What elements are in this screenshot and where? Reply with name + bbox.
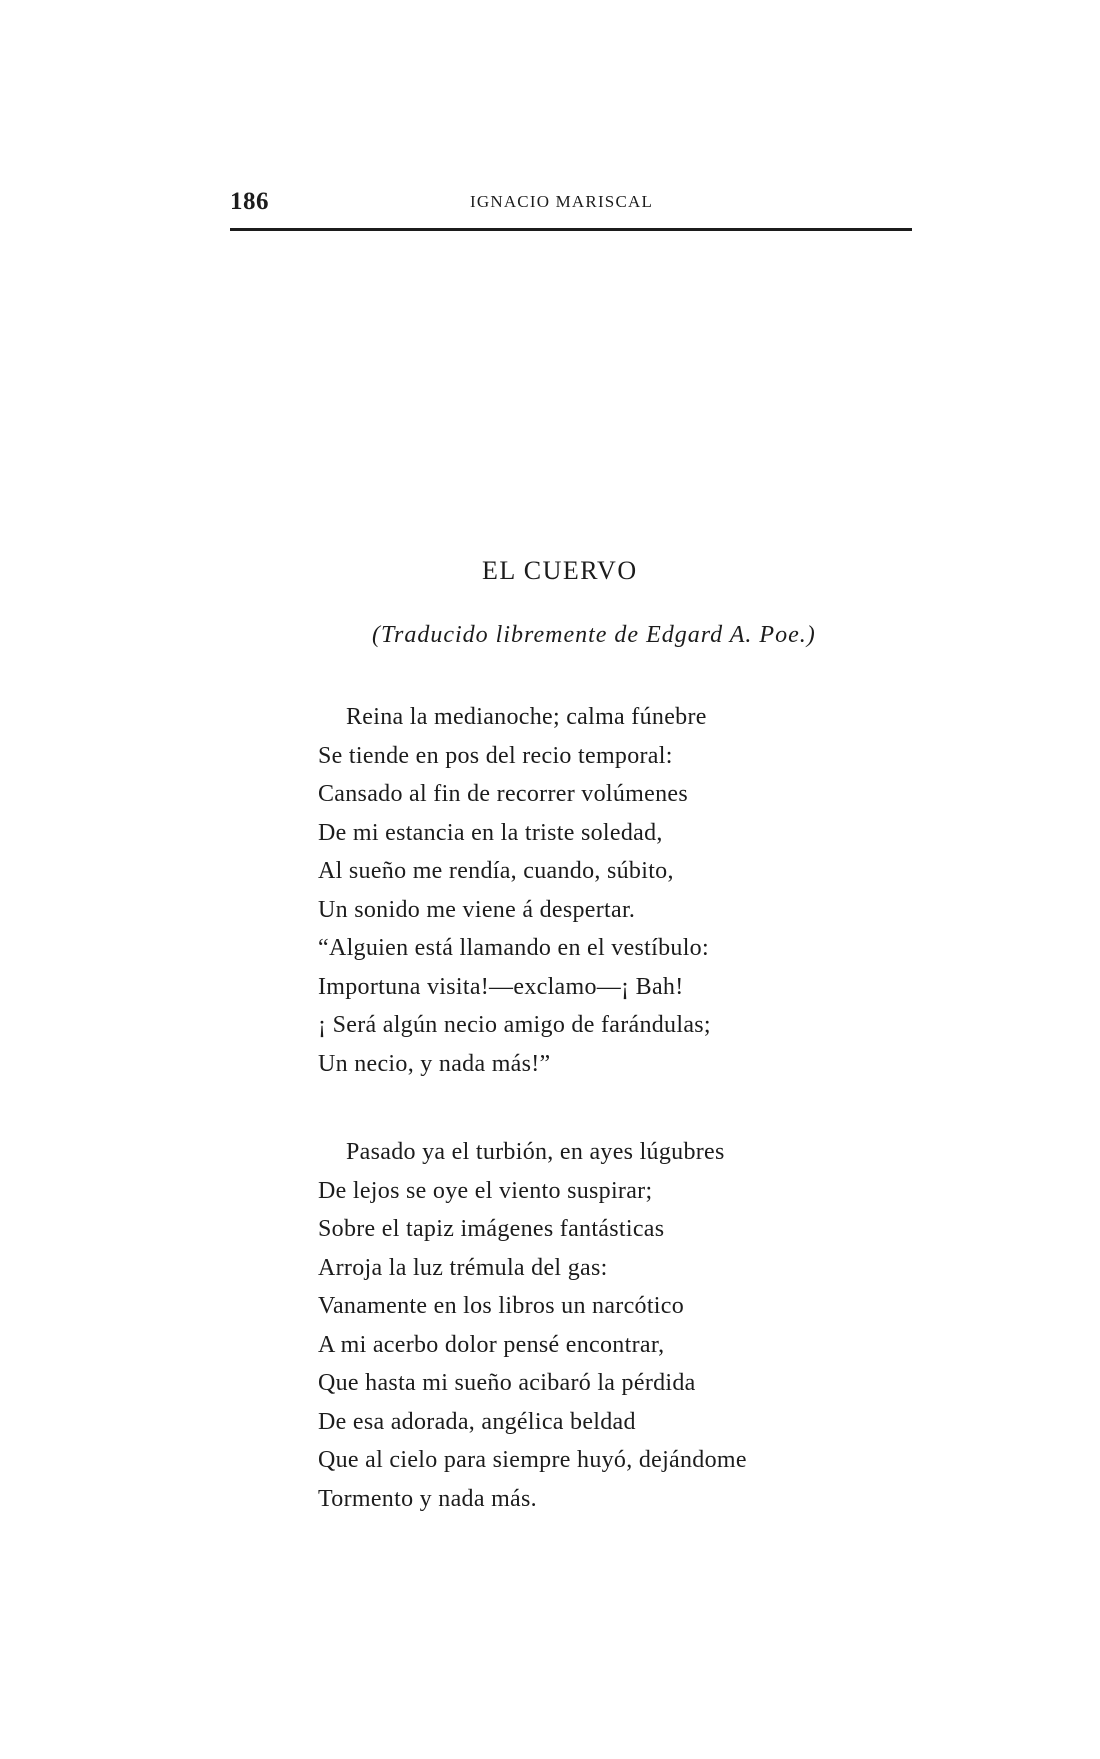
verse-line: Tormento y nada más.	[318, 1485, 537, 1512]
verse-line: Que al cielo para siempre huyó, dejándome	[318, 1447, 747, 1473]
verse-line: Un necio, y nada más!”	[318, 1050, 551, 1077]
verse-line: Que hasta mi sueño acibaró la pérdida	[318, 1370, 696, 1396]
stanza-2	[318, 1133, 747, 1518]
verse-line: Reina la medianoche; calma fúnebre	[346, 704, 707, 730]
page-number: 186	[230, 188, 269, 215]
verse-line: Cansado al fin de recorrer volúmenes	[318, 781, 688, 807]
poem-subtitle: (Traducido libremente de Edgard A. Poe.)	[372, 622, 816, 648]
stanza-1	[318, 698, 711, 1083]
verse-line: ¡ Será algún necio amigo de farándulas;	[318, 1012, 711, 1038]
verse-line: Sobre el tapiz imágenes fantásticas	[318, 1216, 665, 1242]
running-head	[230, 188, 912, 218]
verse-line: Pasado ya el turbión, en ayes lúgubres	[346, 1139, 725, 1165]
verse-line: Arroja la luz trémula del gas:	[318, 1254, 608, 1281]
verse-line: Se tiende en pos del recio temporal:	[318, 742, 673, 769]
verse-line: De lejos se oye el viento suspirar;	[318, 1177, 653, 1204]
verse-line: Vanamente en los libros un narcótico	[318, 1293, 685, 1319]
verse-line: Al sueño me rendía, cuando, súbito,	[318, 858, 674, 884]
verse-line: “Alguien está llamando en el vestíbulo:	[318, 935, 709, 961]
header-rule	[230, 228, 912, 231]
verse-line: Importuna visita!—exclamo—¡ Bah!	[318, 973, 684, 1000]
verse-line: De mi estancia en la triste soledad,	[318, 819, 663, 846]
verse-line: Un sonido me viene á despertar.	[318, 896, 636, 923]
verse-line: A mi acerbo dolor pensé encontrar,	[318, 1331, 665, 1358]
running-title: IGNACIO MARISCAL	[470, 192, 654, 211]
poem-title: EL CUERVO	[482, 556, 638, 585]
verse-line: De esa adorada, angélica beldad	[318, 1408, 636, 1435]
